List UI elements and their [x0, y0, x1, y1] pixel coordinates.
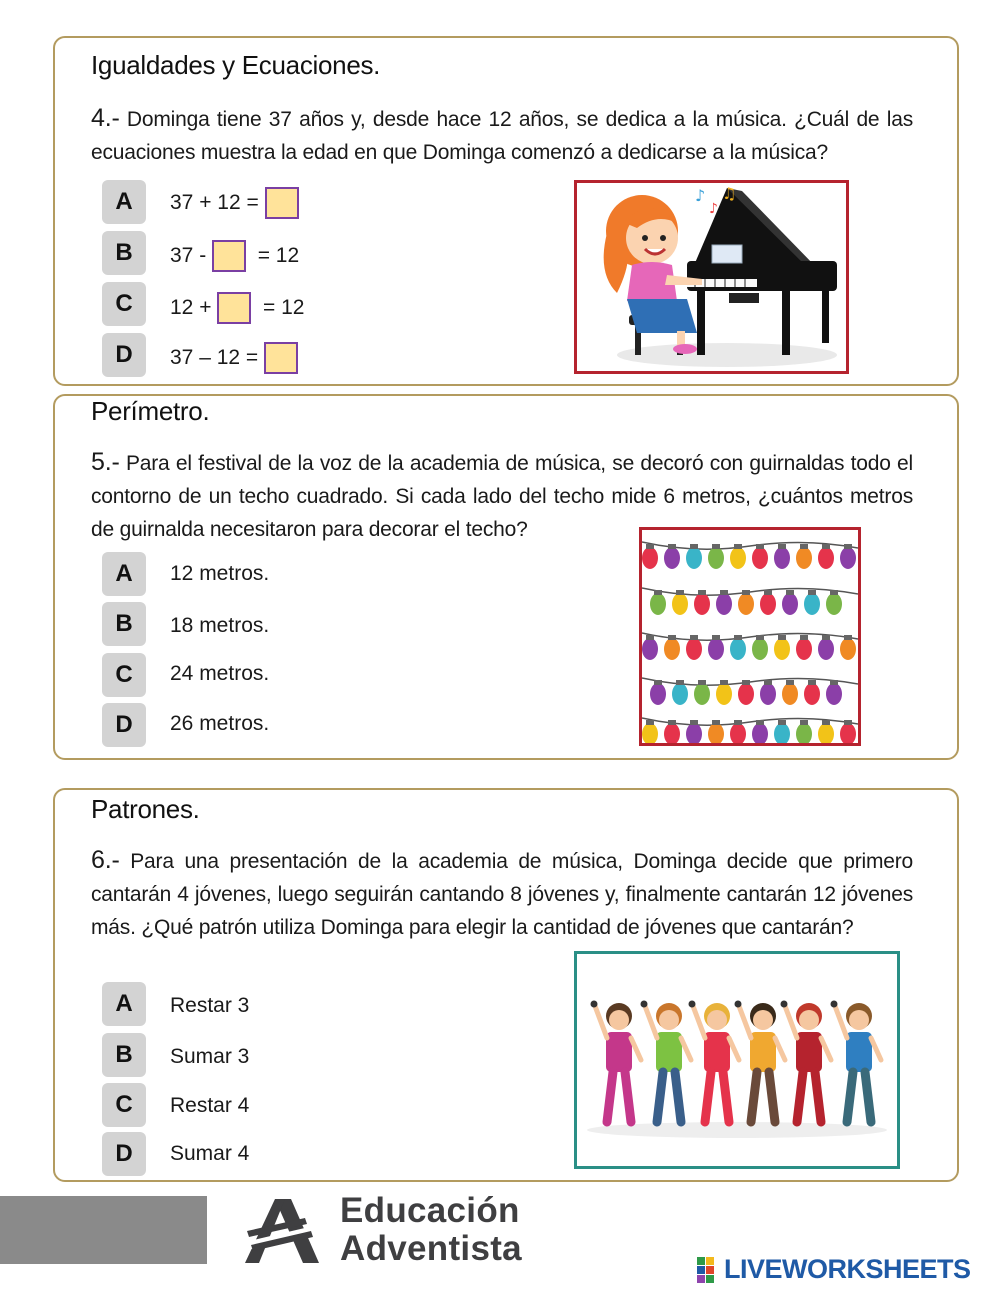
answer-box[interactable] [217, 292, 251, 324]
garland-socket [720, 590, 728, 595]
singer-figure-part [607, 1072, 613, 1122]
singer-figure-part [681, 1038, 691, 1060]
singer-figure-part [693, 1006, 705, 1038]
singer-figure-part [689, 1001, 696, 1008]
garland-bulb [708, 723, 724, 743]
garland-socket [822, 720, 830, 725]
singer-figure-part [769, 1072, 775, 1122]
option-b-text: Sumar 3 [170, 1045, 250, 1068]
footer-bar [0, 1196, 207, 1264]
garland-bulb [840, 638, 856, 660]
question-card-6 [53, 788, 959, 1182]
equation-left: 12 + [170, 296, 218, 319]
singer-figure-part [595, 1006, 607, 1038]
singer-figure-part [659, 1010, 679, 1030]
garland-bulb [774, 547, 790, 569]
garland-socket [800, 635, 808, 640]
logo-line-2: Adventista [340, 1229, 522, 1268]
singer-figure-part [815, 1072, 821, 1122]
option-c-text [170, 288, 304, 328]
garland-lights-illustration [639, 527, 861, 746]
singer-figure-part [847, 1072, 853, 1122]
garland-socket [690, 720, 698, 725]
singer-figure-part [609, 1010, 629, 1030]
garland-socket [712, 635, 720, 640]
singer-figure-part [835, 1006, 847, 1038]
singer-figure-part [797, 1072, 803, 1122]
liveworksheets-logo-icon [697, 1257, 723, 1283]
option-c-text: Restar 4 [170, 1094, 250, 1117]
garland-bulb [730, 547, 746, 569]
garland-bulb [686, 723, 702, 743]
garland-socket [698, 590, 706, 595]
option-c-text: 24 metros. [170, 662, 270, 685]
singers-illustration [574, 951, 900, 1169]
garland-bulb [730, 723, 746, 743]
garland-bulb [840, 547, 856, 569]
garland-bulb [804, 683, 820, 705]
garland-bulb [686, 638, 702, 660]
garland-socket [778, 635, 786, 640]
garland-bulb [818, 638, 834, 660]
option-b-button[interactable]: B [102, 1033, 146, 1077]
garland-socket [808, 680, 816, 685]
garland-socket [676, 590, 684, 595]
garland-bulb [664, 723, 680, 743]
singer-figure-part [657, 1072, 663, 1122]
garland-socket [668, 720, 676, 725]
garland-bulb [782, 683, 798, 705]
garland-bulb [664, 638, 680, 660]
garland-bulb [774, 723, 790, 743]
garland-bulb [796, 723, 812, 743]
garland-socket [778, 544, 786, 549]
singer-figure-part [641, 1001, 648, 1008]
singer-figure-part [753, 1010, 773, 1030]
garland-socket [720, 680, 728, 685]
option-d-text: 26 metros. [170, 712, 270, 735]
garland-bulb [760, 683, 776, 705]
singer-figure-part [751, 1072, 757, 1122]
garland-socket [712, 720, 720, 725]
garland-socket [668, 635, 676, 640]
garland-socket [734, 544, 742, 549]
garland-bulb [642, 723, 658, 743]
garland-socket [742, 590, 750, 595]
garland-bulb [642, 547, 658, 569]
option-c-button[interactable]: C [102, 282, 146, 326]
option-a-text: 12 metros. [170, 562, 270, 585]
garland-socket [756, 635, 764, 640]
garland-socket [764, 680, 772, 685]
equation-left: 37 - [170, 244, 213, 267]
garland-bulb [672, 593, 688, 615]
question-card-5 [53, 394, 959, 760]
garland-socket [822, 544, 830, 549]
question-text [91, 102, 913, 169]
question-number: 4.- [91, 104, 120, 132]
garland-socket [734, 720, 742, 725]
question-body: Para una presentación de la academia de música, Dominga decide que primero cantarán 4 jóvenes, luego seguirán cantando 8 jóvenes y, finalmente cantarán 12 jóvenes más. ¿Qué patrón utiliza Dominga para elegir la cantidad de jóvenes que cantarán? [91, 850, 913, 939]
singer-figure-part [625, 1072, 631, 1122]
garland-socket [712, 544, 720, 549]
option-d-button[interactable]: D [102, 333, 146, 377]
option-b-text: 18 metros. [170, 614, 270, 637]
garland-socket [668, 544, 676, 549]
garland-bulb [818, 723, 834, 743]
singer-figure-part [849, 1010, 869, 1030]
option-a-button[interactable]: A [102, 180, 146, 224]
equation-right: = 12 [251, 296, 305, 319]
singer-figure-part [781, 1001, 788, 1008]
answer-box[interactable] [264, 342, 298, 374]
singer-figure-part [785, 1006, 797, 1038]
garland-socket [646, 544, 654, 549]
singer-figure-part [739, 1006, 751, 1038]
option-c-button[interactable]: C [102, 653, 146, 697]
garland-socket [690, 544, 698, 549]
garland-bulb [650, 593, 666, 615]
garland-socket [734, 635, 742, 640]
option-a-text [170, 183, 299, 223]
singer-figure-part [871, 1038, 881, 1060]
singer-figure-part [631, 1038, 641, 1060]
garland-socket [830, 680, 838, 685]
question-number: 6.- [91, 846, 120, 874]
garland-bulb [804, 593, 820, 615]
singer-figure-part [723, 1072, 729, 1122]
equation-right: = 12 [246, 244, 300, 267]
svg-text:♪: ♪ [709, 201, 718, 217]
garland-socket [822, 635, 830, 640]
option-a-text: Restar 3 [170, 994, 250, 1017]
garland-bulb [818, 547, 834, 569]
singer-figure-part [750, 1032, 776, 1072]
singer-figure-part [675, 1072, 681, 1122]
garland-bulb [694, 593, 710, 615]
garland-bulb [752, 723, 768, 743]
garland-socket [808, 590, 816, 595]
logo-line-1: Educación [340, 1191, 520, 1230]
garland-socket [654, 680, 662, 685]
singer-figure-part [591, 1001, 598, 1008]
singer-figure-part [865, 1072, 871, 1122]
singer-figure-part [645, 1006, 657, 1038]
garland-bulb [708, 638, 724, 660]
garland-bulb [686, 547, 702, 569]
garland-socket [844, 635, 852, 640]
liveworksheets-brand: LIVEWORKSHEETS [724, 1254, 971, 1284]
garland-socket [844, 544, 852, 549]
option-b-text [170, 236, 299, 276]
answer-box[interactable] [212, 240, 246, 272]
option-d-text: Sumar 4 [170, 1142, 250, 1165]
garland-socket [778, 720, 786, 725]
garland-socket [654, 590, 662, 595]
garland-bulb [730, 638, 746, 660]
singer-figure-part [799, 1010, 819, 1030]
singer-figure-part [656, 1032, 682, 1072]
garland-bulb [694, 683, 710, 705]
garland-bulb [760, 593, 776, 615]
garland-bulb [672, 683, 688, 705]
garland-bulb [664, 547, 680, 569]
singer-figure-part [735, 1001, 742, 1008]
option-b-button[interactable]: B [102, 602, 146, 646]
option-c-button[interactable]: C [102, 1083, 146, 1127]
equation-left: 37 – 12 = [170, 346, 264, 369]
garland-bulb [796, 638, 812, 660]
garland-socket [756, 544, 764, 549]
garland-bulb [782, 593, 798, 615]
garland-socket [742, 680, 750, 685]
garland-socket [800, 544, 808, 549]
singer-figure-part [846, 1032, 872, 1072]
singer-figure-part [729, 1038, 739, 1060]
singer-figure-part [606, 1032, 632, 1072]
garland-bulb [738, 593, 754, 615]
answer-box[interactable] [265, 187, 299, 219]
section-title: Patrones. [91, 794, 200, 824]
question-card-4 [53, 36, 959, 386]
garland-bulb [716, 593, 732, 615]
option-b-button[interactable]: B [102, 231, 146, 275]
singer-figure-part [707, 1010, 727, 1030]
adventist-logo-text [340, 1192, 522, 1268]
garland-bulb [752, 547, 768, 569]
singer-figure-part [705, 1072, 711, 1122]
garland-bulb [826, 593, 842, 615]
section-title: Perímetro. [91, 396, 210, 426]
svg-text:♫: ♫ [722, 184, 737, 203]
garland-socket [844, 720, 852, 725]
section-title: Igualdades y Ecuaciones. [91, 50, 381, 80]
garland-socket [800, 720, 808, 725]
svg-text:♪: ♪ [695, 186, 706, 205]
question-text [91, 844, 913, 944]
piano-girl-illustration [574, 180, 849, 374]
singer-figure-part [796, 1032, 822, 1072]
question-body: Dominga tiene 37 años y, desde hace 12 años, se dedica a la música. ¿Cuál de las ecuaciones muestra la edad en que Dominga comenzó a dedicarse a la música? [91, 108, 913, 164]
garland-bulb [708, 547, 724, 569]
garland-socket [830, 590, 838, 595]
garland-socket [756, 720, 764, 725]
question-body: Para el festival de la voz de la academia de música, se decoró con guirnaldas todo el contorno de un techo cuadrado. Si cada lado del techo mide 6 metros, ¿cuántos metros de guirnalda necesitaron para decorar el techo? [91, 452, 913, 541]
singer-figure-part [775, 1038, 785, 1060]
garland-bulb [642, 638, 658, 660]
garland-bulb [826, 683, 842, 705]
garland-socket [690, 635, 698, 640]
option-d-button[interactable]: D [102, 703, 146, 747]
option-a-button[interactable]: A [102, 552, 146, 596]
garland-socket [786, 590, 794, 595]
singer-figure-part [831, 1001, 838, 1008]
garland-bulb [774, 638, 790, 660]
garland-bulb [796, 547, 812, 569]
singer-figure-part [704, 1032, 730, 1072]
adventist-logo-icon [245, 1197, 319, 1263]
equation-left: 37 + 12 = [170, 191, 265, 214]
garland-bulb [716, 683, 732, 705]
garland-socket [698, 680, 706, 685]
garland-bulb [752, 638, 768, 660]
garland-socket [646, 720, 654, 725]
question-number: 5.- [91, 448, 120, 476]
garland-bulb [650, 683, 666, 705]
option-d-text [170, 338, 298, 378]
garland-socket [676, 680, 684, 685]
garland-socket [764, 590, 772, 595]
garland-socket [786, 680, 794, 685]
garland-bulb [738, 683, 754, 705]
singer-figure-part [821, 1038, 831, 1060]
garland-bulb [840, 723, 856, 743]
option-d-button[interactable]: D [102, 1132, 146, 1176]
option-a-button[interactable]: A [102, 982, 146, 1026]
garland-socket [646, 635, 654, 640]
